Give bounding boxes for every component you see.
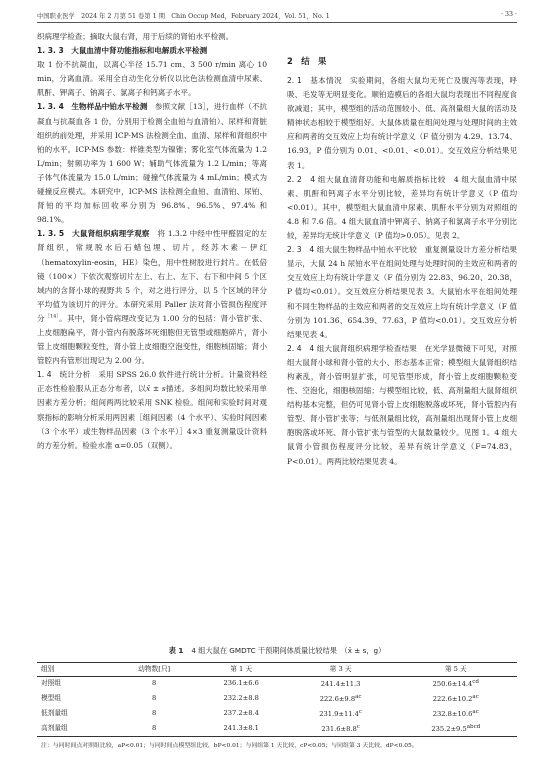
section-heading: 1. 3. 3 大鼠血清中肾功能指标和电解质水平检测 bbox=[37, 46, 208, 56]
day3-cell bbox=[287, 692, 395, 707]
group-cell: 对照组 bbox=[41, 679, 62, 688]
section-2-1 bbox=[287, 74, 517, 173]
section-heading: 2. 3 4 组大鼠生物样品中铂水平比较 bbox=[287, 245, 417, 255]
section-text: 4 组大鼠血清中尿素、肌酐和钙离子水平分别比较，差异均有统计学意义（P 值均<0.01）。其中，模型组大鼠血清中尿素、肌酐水平分别为对照组的 4.8 和 7.6 倍。4 组大鼠血清中钾离子、钠离子和氯离子水平分别比较，差异均无统计学意义（P 值均>0.05）。见表 2。 bbox=[287, 174, 517, 241]
day5-value: 235.2±9.5 bbox=[431, 725, 467, 734]
mean-sd-symbol: x̄ ± s bbox=[146, 384, 166, 394]
section-heading: 1. 3. 5 大鼠肾组织病理学观察 bbox=[37, 229, 150, 239]
day5-cell bbox=[395, 692, 517, 707]
day3-sig: c bbox=[356, 724, 360, 731]
section-heading: 2. 4 4 组大鼠肾组织病理学检查结果 bbox=[287, 343, 417, 353]
table-header-row bbox=[37, 663, 517, 677]
section-text: 。其中，肾小管病理改变记为 1.00 分的包括：肾小管扩张、上皮细胞扁平，肾小管内有脱落坏死细胞但无管型或细胞碎片，肾小管上皮细胞颗粒变性，肾小管上皮细胞空泡变性，细胞核固缩；肾小管腔内有管形出现记为 2.00 分。 bbox=[37, 313, 267, 366]
column-header: 第 3 天 bbox=[329, 664, 352, 673]
section-heading: 1. 4 统计分析 bbox=[37, 370, 91, 380]
section-heading: 1. 3. 4 生物样品中铂水平检测 bbox=[37, 102, 148, 112]
day3-sig: c bbox=[358, 709, 362, 716]
n-cell: 8 bbox=[152, 709, 157, 718]
day3-cell bbox=[287, 707, 395, 722]
day5-cell bbox=[395, 707, 517, 722]
n-cell: 8 bbox=[152, 694, 157, 703]
table-unit: （x̄ ± s，g） bbox=[344, 646, 386, 655]
citation-ref: ［14］ bbox=[44, 313, 60, 320]
table-row bbox=[37, 676, 517, 691]
page-number: · 33 · bbox=[500, 11, 517, 18]
right-column bbox=[287, 30, 517, 469]
section-1-4 bbox=[37, 368, 267, 453]
day3-value: 222.6±9.8 bbox=[319, 695, 356, 704]
table-title: 4 组大鼠在 GMDTC 干预期间体质量比较结果 bbox=[191, 646, 337, 655]
section-text: 重复测量设计方差分析结果显示，大鼠 24 h 尿铂水平在组间处理与处理时间的主效应和两者的交互效应上均有统计学意义（F 值分别为 22.83、96.20、20.38，P 值均<0.01）。交互效应分析结果见表 3。大鼠铂水平在组间处理和不同生物样品的主效应和两者的交互效应上均有统计学意义（F 值分别为 101.36、654.39、77.63，P 值均<0.01）。交互效应分析结果见表 4。 bbox=[287, 245, 517, 339]
column-header: 动物数[只] bbox=[138, 664, 171, 673]
day5-value: 250.6±14.4 bbox=[432, 680, 473, 689]
day3-cell bbox=[287, 721, 395, 736]
journal-info: 中国职业医学 2024 年 2 月第 51 卷第 1 期 Chin Occup Med，February 2024，Vol. 51，No. 1 bbox=[37, 13, 330, 20]
day3-cell bbox=[287, 676, 395, 691]
section-2-4 bbox=[287, 342, 517, 469]
section-2-2 bbox=[287, 173, 517, 243]
day3-sig: ac bbox=[355, 694, 362, 701]
section-text: 在光学显微镜下可见，对照组大鼠肾小球和肾小管的大小、形态基本正常；模型组大鼠肾组织结构紊乱，肾小管明显扩张，可见管型形成，肾小管上皮细胞颗粒变性、空泡化，细胞核固缩；与模型组比较，低、高剂量组大鼠肾组织结构基本完整，但仍可见肾小管上皮细胞脱落或坏死，肾小管腔内有管型、肾小管扩张等；与低剂量组比较，高剂量组出现肾小管上皮细胞脱落或坏死、肾小管扩张与管型的大鼠数量较少。见图 1。4 组大鼠肾小管损伤程度评分比较，差异有统计学意义（F=74.83，P<0.01）。两两比较结果见表 4。 bbox=[287, 343, 517, 466]
section-text: 将 1.3.2 中经中性甲醛固定的左肾组织，常规脱水后石蜡包埋、切片，经苏木素－伊红（hematoxylin-eosin，HE）染色，用中性树胶进行封片。在低倍镜（100×）下依次观察切片左上、右上、左下、右下和中间 5 个区域内的含肾小球的视野共 5 个，对之进行评分，以 5 个区域的评分平均值为该切片的评分。本研究采用 Paller 法对肾小管损伤程度评分 bbox=[37, 229, 267, 323]
table-1 bbox=[37, 646, 517, 751]
group-cell: 高剂量组 bbox=[41, 724, 68, 733]
section-text: 参照文献［13］，进行血样（不抗凝血与抗凝血各 1 份，分别用于检测全血铂与血清铂）、尿样和肾脏组织的前处理，并采用 ICP-MS 法检测全血、血清、尿样和肾组织中铂的水平。ICP-MS 参数：样锥类型为镍锥；雾化室气体流量为 1.2 L/min；射频功率为 1 600 W；辅助气体流量为 1.2 L/min；等离子体气体流量为 15.0 L/min；碰撞气体流量为 4 mL/min；模式为碰撞反应模式。本研究中，ICP-MS 法检测全血铂、血清铂、尿铂、肾铂的平均加标回收率分别为 96.8%、96.5%、97.4% 和 98.1%。 bbox=[37, 102, 267, 225]
day5-sig: ac bbox=[472, 694, 479, 701]
left-column bbox=[37, 30, 267, 453]
weight-table bbox=[37, 662, 517, 737]
results-heading: 2 结 果 bbox=[287, 56, 327, 66]
group-cell: 模型组 bbox=[41, 694, 62, 703]
column-header: 第 5 天 bbox=[444, 664, 467, 673]
section-text: 采用 SPSS 26.0 软件进行统计分析。计量资料经正态性检验服从正态分布者，以 bbox=[37, 370, 267, 394]
day5-cell bbox=[395, 676, 517, 691]
section-1-3-5 bbox=[37, 227, 267, 368]
day1-cell: 241.3±8.1 bbox=[223, 724, 259, 733]
table-row bbox=[37, 692, 517, 707]
section-heading: 2. 1 基本情况 bbox=[287, 76, 343, 85]
table-label: 表 1 bbox=[168, 646, 184, 655]
day1-cell: 236.1±6.6 bbox=[223, 679, 259, 688]
day5-sig: cd bbox=[472, 679, 479, 686]
day5-sig: abcd bbox=[466, 724, 481, 731]
day1-cell: 237.2±8.4 bbox=[223, 709, 259, 718]
n-cell: 8 bbox=[152, 724, 157, 733]
section-heading: 2. 2 4 组大鼠血清肾功能和电解质指标比较 bbox=[287, 174, 446, 184]
paragraph-continued: 织病理学检查；摘取大鼠右肾，用于后续的肾铂水平检测。 bbox=[37, 32, 234, 41]
group-cell: 低剂量组 bbox=[41, 709, 68, 718]
day5-sig: ac bbox=[472, 709, 479, 716]
day5-cell bbox=[395, 721, 517, 736]
day3-value: 231.9±11.4 bbox=[319, 710, 359, 719]
section-1-3-3-body: 取 1 份不抗凝血，以离心半径 15.71 cm、3 500 r/min 离心 10 min，分离血清。采用全自动生化分析仪以比色法检测血清中尿素、肌酐、钾离子、钠离子、氯离子和钙离子水平。 bbox=[37, 60, 267, 98]
table-row bbox=[37, 707, 517, 722]
header-rule bbox=[37, 22, 517, 23]
column-header: 组别 bbox=[41, 664, 55, 673]
table-caption bbox=[37, 646, 517, 656]
n-cell: 8 bbox=[152, 679, 157, 688]
table-note: 注：与同时间点对照组比较，aP<0.01；与同时间点模型组比较，bP<0.01；与同组第 1 天比较，cP<0.05；与同组第 3 天比较，dP<0.05。 bbox=[41, 743, 418, 750]
section-1-3-4 bbox=[37, 100, 267, 227]
day1-cell: 232.2±8.8 bbox=[223, 694, 259, 703]
day5-value: 232.8±10.6 bbox=[432, 710, 473, 719]
section-2-3 bbox=[287, 243, 517, 342]
day3-value: 231.6±8.8 bbox=[321, 725, 357, 734]
column-header: 第 1 天 bbox=[230, 664, 253, 673]
section-1-3-3 bbox=[37, 44, 267, 58]
section-text: 描述。多组间均数比较采用单因素方差分析；组间两两比较采用 SNK 检验。组间和实验时间对观察指标的影响分析采用两因素［组间因素（4 个水平）、实验时间因素（3 个水平）或生物样品因素（3 个水平）］4×3 重复测量设计资料的方差分析。检验水准 α=0.05（双侧）。 bbox=[37, 384, 267, 450]
table-row bbox=[37, 721, 517, 736]
section-text: 实验期间，各组大鼠均无死亡及腹泻等表现，呼吸、毛发等无明显变化。顺铂造模后的各组大鼠均表现出不同程度食欲减退；其中，模型组的活动范围较小、低、高剂量组大鼠的活动及精神状态相较于模型组好。大鼠体质量在组间处理与处理时间的主效应和两者的交互效应上均有统计学意义（F 值分别为 4.29、13.74、16.93，P 值分别为 0.01、<0.01、<0.01）。交互效应分析结果见表 1。 bbox=[287, 76, 517, 170]
day5-value: 222.6±10.2 bbox=[432, 695, 473, 704]
day3-value: 241.4±11.3 bbox=[320, 680, 361, 689]
running-header bbox=[37, 11, 517, 20]
